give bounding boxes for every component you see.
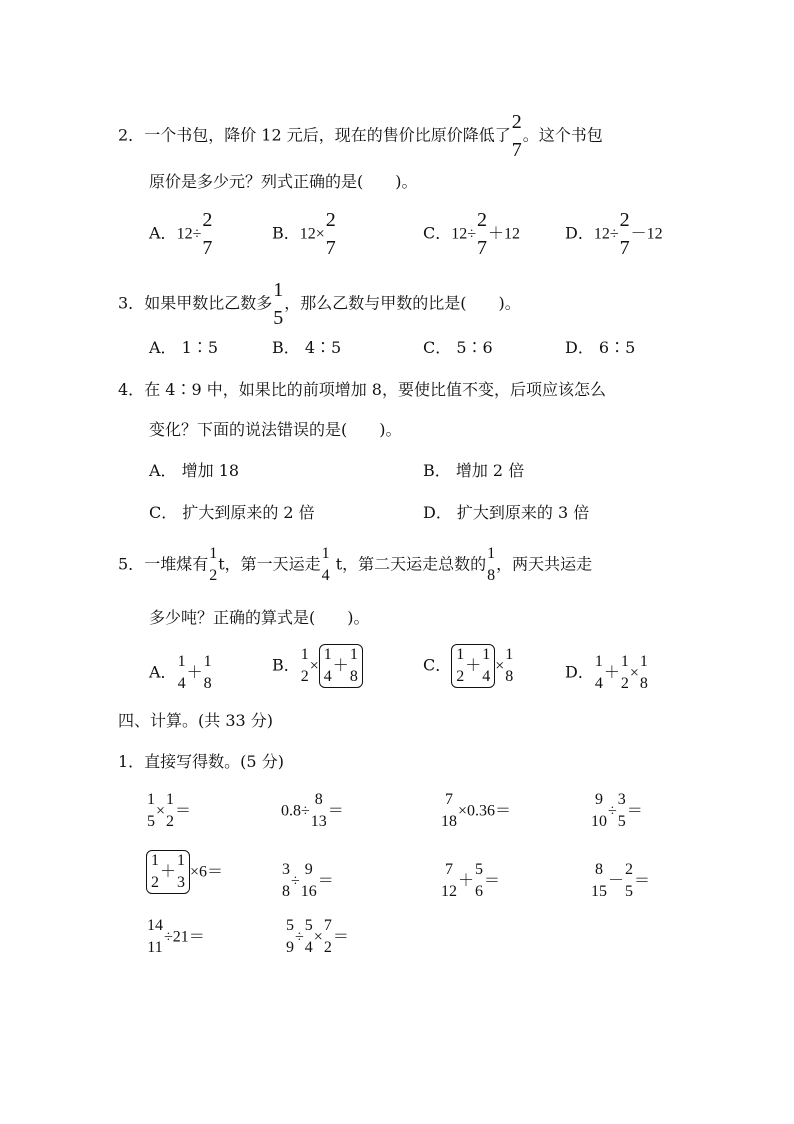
option-a: A． 增加 18 xyxy=(149,461,240,480)
fraction: 1 4 xyxy=(321,545,330,584)
question-3: 3．如果甲数比乙数多 1 5 ，那么乙数与甲数的比是( )。 xyxy=(118,279,521,329)
option-d: D． 6∶5 xyxy=(565,338,636,357)
option-b: B．12× 2 7 xyxy=(272,209,336,259)
calc-item: 1 5 × 1 2 ＝ xyxy=(147,791,192,830)
calc-item: 7 18 ×0.36＝ xyxy=(441,791,512,830)
fraction: 2 7 xyxy=(511,111,522,161)
option-c: C． 5∶6 xyxy=(423,338,493,357)
calc-item: 5 9 ÷ 5 4 × 7 2 ＝ xyxy=(286,917,349,956)
question-5-line2: 多少吨？正确的算式是( )。 xyxy=(149,608,370,627)
question-2 xyxy=(118,112,603,160)
option-c: C． 1 2 ＋ 1 4 × 1 8 xyxy=(423,644,514,688)
option-a: A．12÷ 2 7 xyxy=(149,209,213,259)
parentheses: 1 2 ＋ 1 3 xyxy=(146,850,190,894)
question-number: 2． xyxy=(118,125,145,145)
option-d: D．12÷ 2 7 －12 xyxy=(565,209,663,259)
question-text: 一个书包，降价 12 元后，现在的售价比原价降低了 xyxy=(144,125,511,145)
option-d: D． 1 4 ＋ 1 2 × 1 8 xyxy=(565,653,648,692)
option-b: B． 增加 2 倍 xyxy=(423,461,525,480)
question-4: 4．在 4∶9 中，如果比的前项增加 8，要使比值不变，后项应该怎么 xyxy=(118,380,606,399)
question-text: 。这个书包 xyxy=(522,125,603,145)
calc-item: 3 8 ÷ 9 16 ＝ xyxy=(282,861,334,900)
fraction: 1 8 xyxy=(487,545,496,584)
option-d: D． 扩大到原来的 3 倍 xyxy=(423,503,590,522)
calc-item: 0.8÷ 8 13 ＝ xyxy=(281,791,344,830)
calc-item: 9 10 ÷ 3 5 ＝ xyxy=(591,791,643,830)
calc-item: 1 2 ＋ 1 3 ×6＝ xyxy=(146,850,223,894)
fraction: 1 2 xyxy=(209,545,218,584)
section-heading: 四、计算。(共 33 分) xyxy=(118,711,274,730)
fraction: 1 5 xyxy=(273,279,284,329)
option-c: C． 扩大到原来的 2 倍 xyxy=(149,503,315,522)
option-c: C．12÷ 2 7 ＋12 xyxy=(423,209,521,259)
question-5: 5．一堆煤有 1 2 t，第一天运走 1 4 t，第二天运走总数的 1 8 ，两天共运走 xyxy=(118,545,593,584)
calc-item: 8 15 － 2 5 ＝ xyxy=(591,861,651,900)
option-b: B． 4∶5 xyxy=(272,338,342,357)
parentheses: 1 2 ＋ 1 4 xyxy=(451,644,495,688)
parentheses: 1 4 ＋ 1 8 xyxy=(319,644,363,688)
calc-item: 14 11 ÷21＝ xyxy=(147,917,205,956)
option-b: B． 1 2 × 1 4 ＋ 1 8 xyxy=(272,644,363,688)
calc-item: 7 12 ＋ 5 6 ＝ xyxy=(441,861,501,900)
question-2-line2: 原价是多少元？列式正确的是( )。 xyxy=(149,172,418,191)
question-4-line2: 变化？下面的说法错误的是( )。 xyxy=(149,420,402,439)
subsection-heading: 1．直接写得数。(5 分) xyxy=(118,752,284,771)
option-a: A． 1∶5 xyxy=(149,338,219,357)
option-a: A． 1 4 ＋ 1 8 xyxy=(149,653,212,692)
